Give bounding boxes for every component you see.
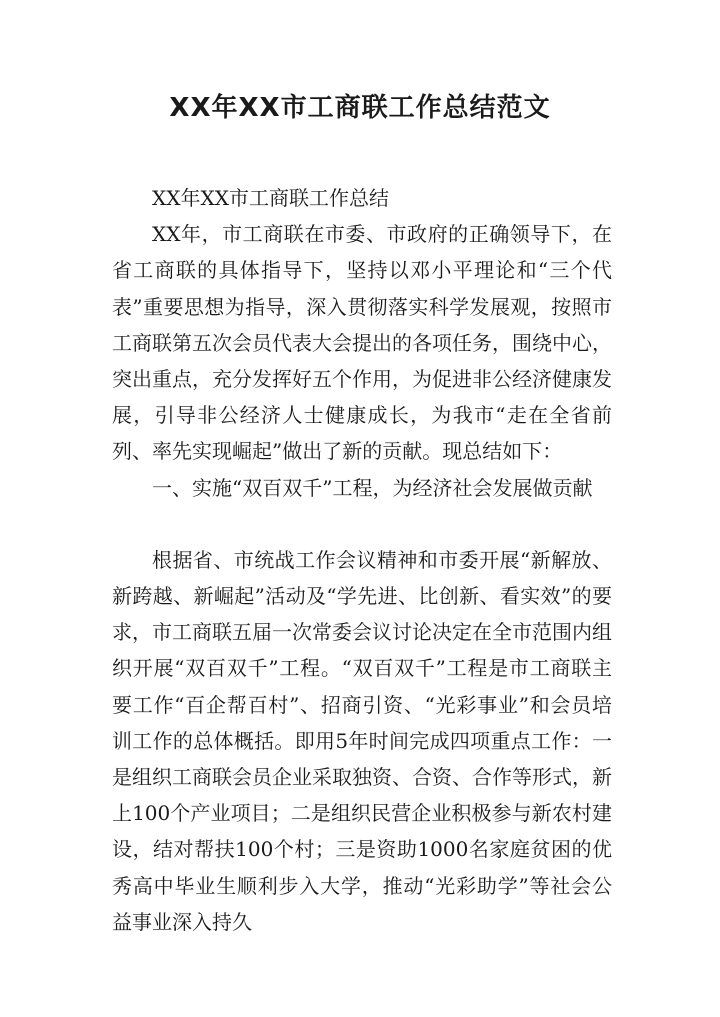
- document-subtitle: XX年XX市工商联工作总结: [152, 186, 389, 210]
- blank-line: [112, 506, 612, 542]
- section-heading-1: 一、实施“双百双千”工程，为经济社会发展做贡献: [152, 475, 593, 500]
- paragraph-intro: XX年，市工商联在市委、市政府的正确领导下，在省工商联的具体指导下，坚持以邓小平理论和“三个代表”重要思想为指导，深入贯彻落实科学发展观，按照市工商联第五次会员代表大会提出的各项任务，围绕中心，突出重点，充分发挥好五个作用，为促进非公经济健康发展，引导非公经济人士健康成长，为我市“走在全省前列、率先实现崛起”做出了新的贡献。现总结如下：: [112, 222, 612, 464]
- document-title: XX年XX市工商联工作总结范文: [169, 93, 551, 123]
- paragraph-section-1: 根据省、市统战工作会议精神和市委开展“新解放、新跨越、新崛起”活动及“学先进、比创新、看实效”的要求，市工商联五届一次常委会议讨论决定在全市范围内组织开展“双百双千”工程。“双百双千”工程是市工商联主要工作“百企帮百村”、招商引资、“光彩事业”和会员培训工作的总体概括。即用5年时间完成四项重点工作：一是组织工商联会员企业采取独资、合资、合作等形式，新上100个产业项目；二是组织民营企业积极参与新农村建设，结对帮扶100个村；三是资助1000名家庭贫困的优秀高中毕业生顺利步入大学，推动“光彩助学”等社会公益事业深入持久: [112, 547, 612, 934]
- document-body: [112, 180, 612, 940]
